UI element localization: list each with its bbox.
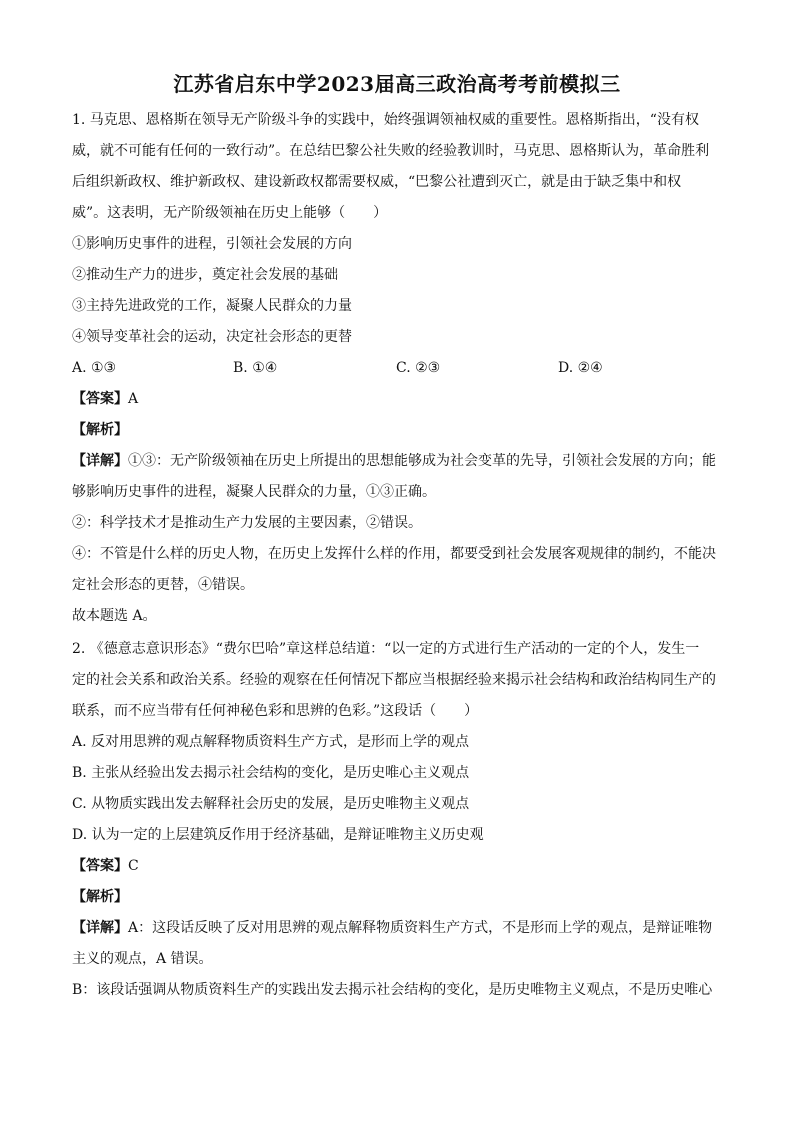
- page-title: 江苏省启东中学2023届高三政治高考考前模拟三: [173, 72, 621, 96]
- detail-tag: 【详解】: [72, 920, 128, 936]
- q2-stem-line: 联系，而不应当带有任何神秘色彩和思辨的色彩。”这段话（ ）: [72, 703, 479, 719]
- q2-option-b: B. 主张从经验出发去揭示社会结构的变化，是历史唯心主义观点: [72, 765, 470, 781]
- q1-conclusion: 故本题选 A。: [72, 608, 157, 624]
- q1-detail-line: 【详解】①③：无产阶级领袖在历史上所提出的思想能够成为社会变革的先导，引领社会发展的方向；能: [72, 453, 716, 469]
- q1-stem-line: 威”。这表明，无产阶级领袖在历史上能够（ ）: [72, 205, 388, 221]
- q1-detail-line: 够影响历史事件的进程，凝聚人民群众的力量，①③正确。: [72, 484, 436, 500]
- q1-answer: [72, 389, 732, 409]
- q2-analysis-tag: 【解析】: [72, 889, 128, 905]
- detail-tag: 【详解】: [72, 453, 128, 469]
- q1-stem-line: 1. 马克思、恩格斯在领导无产阶级斗争的实践中，始终强调领袖权威的重要性。恩格斯指出，“没有权: [72, 112, 699, 128]
- q2-option-d: D. 认为一定的上层建筑反作用于经济基础，是辩证唯物主义历史观: [72, 827, 484, 843]
- q1-detail-line: ②：科学技术才是推动生产力发展的主要因素，②错误。: [72, 515, 422, 531]
- answer-tag: 【答案】: [72, 391, 128, 407]
- answer-value: C: [128, 858, 139, 874]
- q1-detail-line: 定社会形态的更替，④错误。: [72, 577, 254, 593]
- q2-detail-line: 主义的观点，A 错误。: [72, 951, 213, 967]
- q2-option-a: A. 反对用思辨的观点解释物质资料生产方式，是形而上学的观点: [72, 734, 470, 750]
- q2-detail-line: 【详解】A：这段话反映了反对用思辨的观点解释物质资料生产方式，不是形而上学的观点，是辩证唯物: [72, 920, 713, 936]
- q1-item: ①影响历史事件的进程，引领社会发展的方向: [72, 236, 352, 252]
- q2-detail-line: B：该段话强调从物质资料生产的实践出发去揭示社会结构的变化，是历史唯物主义观点，不是历史唯心: [72, 982, 713, 998]
- q1-option-d: D. ②④: [558, 360, 603, 376]
- q1-option-c: C. ②③: [396, 360, 441, 376]
- answer-tag: 【答案】: [72, 858, 128, 874]
- q1-stem-line: 后组织新政权、维护新政权、建设新政权都需要权威，“巴黎公社遭到灭亡，就是由于缺乏集中和权: [72, 174, 682, 190]
- q1-item: ④领导变革社会的运动，决定社会形态的更替: [72, 329, 352, 345]
- q1-option-b: B. ①④: [233, 360, 278, 376]
- q1-item: ②推动生产力的进步，奠定社会发展的基础: [72, 267, 338, 283]
- q1-detail-line: ④：不管是什么样的历史人物，在历史上发挥什么样的作用，都要受到社会发展客观规律的制约，不能决: [72, 546, 716, 562]
- q1-stem-line: 威，就不可能有任何的一致行动”。在总结巴黎公社失败的经验教训时，马克思、恩格斯认为，革命胜利: [72, 143, 710, 159]
- q1-option-a: A. ①③: [72, 360, 117, 376]
- q2-stem-line: 2. 《德意志意识形态》“费尔巴哈”章这样总结道：“以一定的方式进行生产活动的一定的个人，发生一: [72, 641, 700, 657]
- q2-stem-line: 定的社会关系和政治关系。经验的观察在任何情况下都应当根据经验来揭示社会结构和政治结构同生产的: [72, 672, 716, 688]
- q2-option-c: C. 从物质实践出发去解释社会历史的发展，是历史唯物主义观点: [72, 796, 470, 812]
- q1-item: ③主持先进政党的工作，凝聚人民群众的力量: [72, 298, 352, 314]
- q1-analysis-tag: 【解析】: [72, 422, 128, 438]
- answer-value: A: [128, 391, 139, 407]
- q2-answer: [72, 856, 732, 876]
